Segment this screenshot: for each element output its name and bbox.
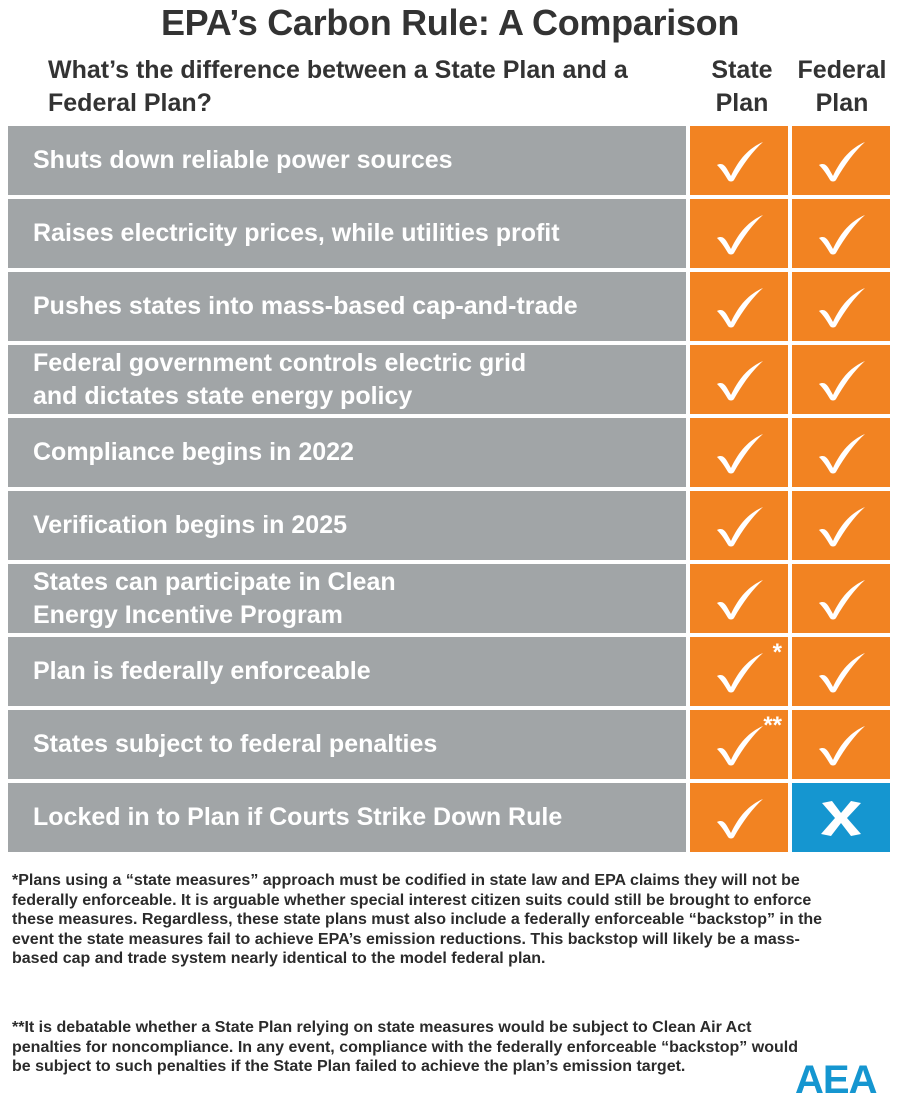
check-icon (813, 577, 869, 621)
check-icon (813, 358, 869, 402)
row-label: Locked in to Plan if Courts Strike Down Rule (8, 783, 686, 852)
table-row (8, 710, 890, 779)
federal-plan-cell (792, 564, 890, 633)
table-row (8, 272, 890, 341)
federal-plan-cell (792, 637, 890, 706)
row-label: Pushes states into mass-based cap-and-trade (8, 272, 686, 341)
table-row (8, 199, 890, 268)
footnote-single-asterisk: *Plans using a “state measures” approach must be codified in state law and EPA claims they will not be federally enforceable. It is arguable whether special interest citizen suits could still be brought to enforce these measures. Regardless, these state plans must also include a federally enforceable “backstop” in the event the state measures fail to achieve EPA’s emission reductions. This backstop will likely be a mass-based cap and trade system nearly identical to the model federal plan. (12, 872, 823, 968)
column-header-federal-plan: Federal Plan (797, 56, 887, 117)
check-icon (813, 431, 869, 475)
page-title: EPA’s Carbon Rule: A Comparison (160, 2, 740, 43)
federal-plan-cell (792, 418, 890, 487)
table-row (8, 637, 890, 706)
state-plan-cell (690, 564, 788, 633)
state-plan-cell (690, 199, 788, 268)
federal-plan-cell (792, 345, 890, 414)
check-icon (711, 431, 767, 475)
federal-plan-cell (792, 783, 890, 852)
check-icon (711, 650, 767, 694)
state-plan-cell (690, 637, 788, 706)
row-label: Plan is federally enforceable (8, 637, 686, 706)
table-row (8, 491, 890, 560)
check-icon (813, 723, 869, 767)
row-label: States subject to federal penalties (8, 710, 686, 779)
row-label: Shuts down reliable power sources (8, 126, 686, 195)
footnote-double-asterisk: **It is debatable whether a State Plan relying on state measures would be subject to Clean Air Act penalties for noncompliance. In any event, compliance with the federally enforceable “backstop” would be subject to such penalties if the State Plan failed to achieve the plan’s emission target. (12, 1019, 798, 1076)
check-icon (711, 796, 767, 840)
comparison-question: What’s the difference between a State Plan and a Federal Plan? (48, 56, 628, 117)
state-plan-cell (690, 345, 788, 414)
federal-plan-cell (792, 126, 890, 195)
aea-logo: AEA (795, 1058, 877, 1102)
federal-plan-cell (792, 491, 890, 560)
row-label: Federal government controls electric grid and dictates state energy policy (8, 345, 686, 414)
check-icon (813, 504, 869, 548)
footnote-marker: * (772, 639, 782, 666)
check-icon (813, 285, 869, 329)
column-header-state-plan: State Plan (711, 56, 773, 117)
check-icon (711, 212, 767, 256)
state-plan-cell (690, 783, 788, 852)
state-plan-cell (690, 491, 788, 560)
table-row (8, 564, 890, 633)
table-row (8, 345, 890, 414)
row-label: States can participate in Clean Energy Incentive Program (8, 564, 686, 633)
table-row (8, 418, 890, 487)
check-icon (813, 139, 869, 183)
federal-plan-cell (792, 710, 890, 779)
table-row (8, 783, 890, 852)
check-icon (711, 358, 767, 402)
check-icon (813, 650, 869, 694)
check-icon (711, 504, 767, 548)
state-plan-cell (690, 126, 788, 195)
check-icon (711, 285, 767, 329)
federal-plan-cell (792, 272, 890, 341)
state-plan-cell (690, 710, 788, 779)
state-plan-cell (690, 272, 788, 341)
comparison-table (8, 126, 890, 856)
federal-plan-cell (792, 199, 890, 268)
row-label: Raises electricity prices, while utilities profit (8, 199, 686, 268)
row-label: Compliance begins in 2022 (8, 418, 686, 487)
state-plan-cell (690, 418, 788, 487)
check-icon (813, 212, 869, 256)
footnote-marker: ** (763, 712, 782, 739)
cross-icon (818, 798, 864, 838)
check-icon (711, 723, 767, 767)
table-row (8, 126, 890, 195)
row-label: Verification begins in 2025 (8, 491, 686, 560)
check-icon (711, 139, 767, 183)
check-icon (711, 577, 767, 621)
